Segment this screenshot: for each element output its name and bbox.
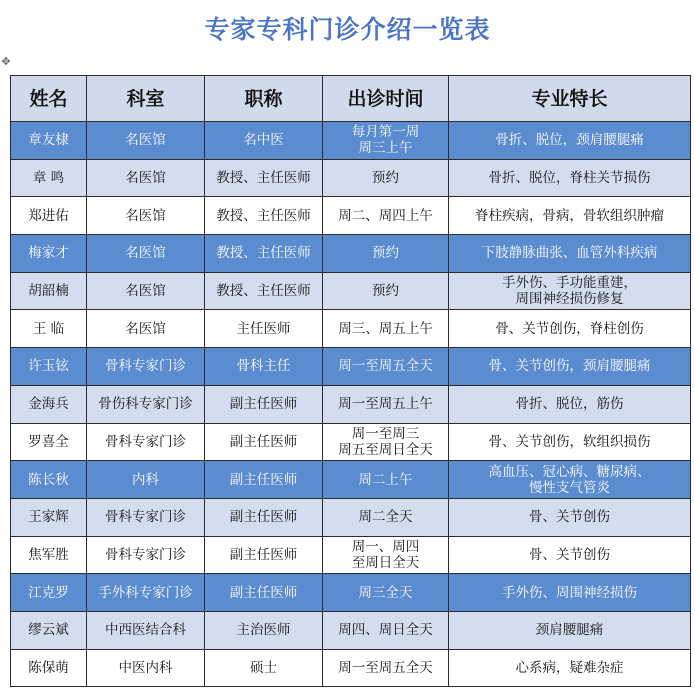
header-title: 职称 [205, 76, 323, 122]
clinic-schedule-cell: 周二上午 [323, 461, 449, 499]
department-cell: 骨科专家门诊 [87, 348, 205, 386]
professional-title-cell: 教授、主任医师 [205, 159, 323, 197]
clinic-schedule-cell: 预约 [323, 159, 449, 197]
table-row [11, 197, 691, 235]
header-specialty: 专业特长 [449, 76, 691, 122]
department-cell: 骨科专家门诊 [87, 423, 205, 461]
department-cell: 名医馆 [87, 122, 205, 160]
department-cell: 手外科专家门诊 [87, 574, 205, 612]
professional-title-cell: 硕士 [205, 649, 323, 687]
doctor-name-cell: 郑进佑 [11, 197, 87, 235]
department-cell: 名医馆 [87, 235, 205, 273]
department-cell: 骨科专家门诊 [87, 536, 205, 574]
table-row [11, 385, 691, 423]
professional-title-cell: 教授、主任医师 [205, 197, 323, 235]
header-schedule: 出诊时间 [323, 76, 449, 122]
department-cell: 骨科专家门诊 [87, 498, 205, 536]
specialty-cell: 骨折、脱位，筋伤 [449, 385, 691, 423]
table-row [11, 536, 691, 574]
specialty-cell: 高血压、冠心病、糖尿病、 慢性支气管炎 [449, 461, 691, 499]
doctor-name-cell: 罗喜全 [11, 423, 87, 461]
specialty-cell: 骨折、脱位，脊柱关节损伤 [449, 159, 691, 197]
specialty-cell: 颈肩腰腿痛 [449, 611, 691, 649]
table-row [11, 574, 691, 612]
doctor-name-cell: 陈保萌 [11, 649, 87, 687]
table-row [11, 310, 691, 348]
table-row [11, 611, 691, 649]
doctor-name-cell: 江克罗 [11, 574, 87, 612]
doctor-name-cell: 章 鸣 [11, 159, 87, 197]
specialty-cell: 骨、关节创伤，脊柱创伤 [449, 310, 691, 348]
specialty-cell: 脊柱疾病，骨病，骨软组织肿瘤 [449, 197, 691, 235]
department-cell: 内科 [87, 461, 205, 499]
clinic-schedule-cell: 周三全天 [323, 574, 449, 612]
professional-title-cell: 副主任医师 [205, 385, 323, 423]
specialty-cell: 骨、关节创伤，颈肩腰腿痛 [449, 348, 691, 386]
department-cell: 中西医结合科 [87, 611, 205, 649]
professional-title-cell: 教授、主任医师 [205, 235, 323, 273]
table-row [11, 122, 691, 160]
doctor-name-cell: 梅家才 [11, 235, 87, 273]
specialty-cell: 手外伤、周围神经损伤 [449, 574, 691, 612]
page-title: 专家专科门诊介绍一览表 [204, 15, 491, 44]
table-move-handle-icon[interactable]: ✥ [1, 55, 11, 68]
table-row [11, 348, 691, 386]
doctor-name-cell: 陈长秋 [11, 461, 87, 499]
professional-title-cell: 副主任医师 [205, 574, 323, 612]
professional-title-cell: 副主任医师 [205, 536, 323, 574]
table-row [11, 235, 691, 273]
clinic-schedule-cell: 预约 [323, 235, 449, 273]
clinic-schedule-cell: 预约 [323, 272, 449, 310]
table-row [11, 159, 691, 197]
clinic-schedule-cell: 周一、周四 至周日全天 [323, 536, 449, 574]
department-cell: 中医内科 [87, 649, 205, 687]
clinic-schedule-cell: 周一至周五上午 [323, 385, 449, 423]
clinic-schedule-cell: 周一至周五全天 [323, 649, 449, 687]
clinic-schedule-cell: 周四、周日全天 [323, 611, 449, 649]
table-row [11, 272, 691, 310]
doctor-name-cell: 金海兵 [11, 385, 87, 423]
specialty-cell: 骨、关节创伤，软组织损伤 [449, 423, 691, 461]
table-row [11, 498, 691, 536]
professional-title-cell: 副主任医师 [205, 498, 323, 536]
department-cell: 名医馆 [87, 197, 205, 235]
clinic-schedule-cell: 每月第一周 周三上午 [323, 122, 449, 160]
table-row [11, 461, 691, 499]
specialty-cell: 心系病，疑难杂症 [449, 649, 691, 687]
doctor-name-cell: 焦军胜 [11, 536, 87, 574]
professional-title-cell: 主任医师 [205, 310, 323, 348]
table-header-row [11, 76, 691, 122]
professional-title-cell: 主治医师 [205, 611, 323, 649]
professional-title-cell: 教授、主任医师 [205, 272, 323, 310]
clinic-schedule-cell: 周一至周五全天 [323, 348, 449, 386]
department-cell: 名医馆 [87, 159, 205, 197]
doctor-name-cell: 王家辉 [11, 498, 87, 536]
table-row [11, 649, 691, 687]
doctor-name-cell: 王 临 [11, 310, 87, 348]
doctor-name-cell: 章友棣 [11, 122, 87, 160]
professional-title-cell: 名中医 [205, 122, 323, 160]
specialty-cell: 手外伤、手功能重建， 周围神经损伤修复 [449, 272, 691, 310]
clinic-schedule-cell: 周一至周三 周五至周日全天 [323, 423, 449, 461]
specialty-cell: 骨折、脱位，颈肩腰腿痛 [449, 122, 691, 160]
specialty-cell: 下肢静脉曲张、血管外科疾病 [449, 235, 691, 273]
expert-clinic-table [10, 75, 691, 687]
table-row [11, 423, 691, 461]
doctor-name-cell: 胡韶楠 [11, 272, 87, 310]
specialty-cell: 骨、关节创伤 [449, 498, 691, 536]
professional-title-cell: 骨科主任 [205, 348, 323, 386]
clinic-schedule-cell: 周三、周五上午 [323, 310, 449, 348]
doctor-name-cell: 许玉铉 [11, 348, 87, 386]
clinic-schedule-cell: 周二、周四上午 [323, 197, 449, 235]
department-cell: 骨伤科专家门诊 [87, 385, 205, 423]
header-name: 姓名 [11, 76, 87, 122]
professional-title-cell: 副主任医师 [205, 461, 323, 499]
specialty-cell: 骨、关节创伤 [449, 536, 691, 574]
department-cell: 名医馆 [87, 310, 205, 348]
clinic-schedule-cell: 周二全天 [323, 498, 449, 536]
header-department: 科室 [87, 76, 205, 122]
professional-title-cell: 副主任医师 [205, 423, 323, 461]
department-cell: 名医馆 [87, 272, 205, 310]
doctor-name-cell: 缪云斌 [11, 611, 87, 649]
